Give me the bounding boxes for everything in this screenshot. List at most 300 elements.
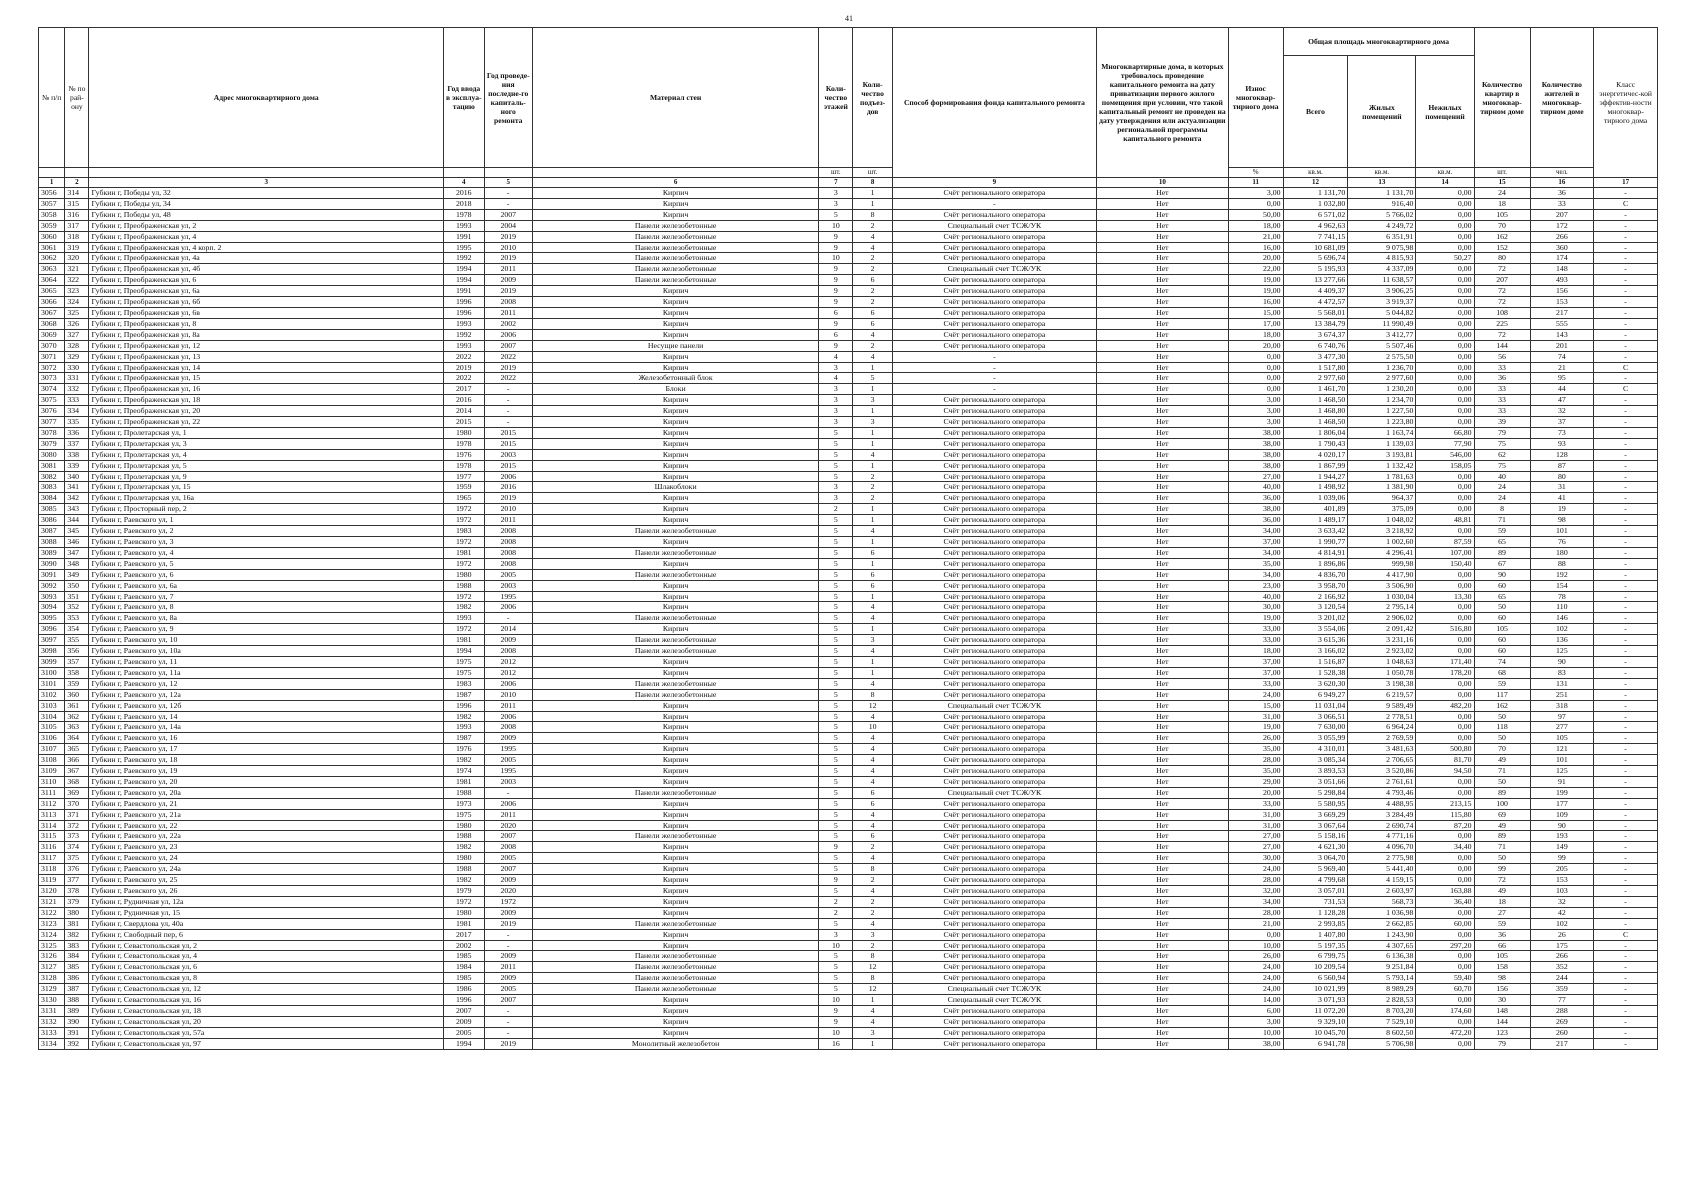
cell-wear: 0,00 — [1228, 198, 1283, 209]
table-row — [39, 417, 1658, 428]
cell-year-built: 1988 — [443, 580, 484, 591]
cell-wear: 26,00 — [1228, 733, 1283, 744]
cell-apartments: 56 — [1474, 351, 1530, 362]
cell-area-living: 2 690,74 — [1348, 820, 1416, 831]
cell-repair-required: Нет — [1097, 580, 1229, 591]
cell-entrances: 1 — [853, 558, 893, 569]
cell-address: Губкин г, Раевского ул, 22а — [89, 831, 444, 842]
cell-wall-material: Кирпич — [532, 820, 818, 831]
cell-residents: 125 — [1530, 766, 1594, 777]
cell-energy-class: - — [1594, 471, 1658, 482]
cell-last-repair-year: 2006 — [484, 329, 532, 340]
cell-last-repair-year: - — [484, 384, 532, 395]
cell-entrances: 4 — [853, 1005, 893, 1016]
cell-wall-material: Кирпич — [532, 1027, 818, 1038]
table-row — [39, 853, 1658, 864]
cell-area-total: 1 516,87 — [1283, 656, 1348, 667]
cell-area-total: 3 633,42 — [1283, 526, 1348, 537]
table-row — [39, 220, 1658, 231]
cell-floors: 5 — [819, 755, 853, 766]
cell-wear: 0,00 — [1228, 373, 1283, 384]
cell-entrances: 1 — [853, 198, 893, 209]
cell-area-living: 5 766,02 — [1348, 209, 1416, 220]
cell-district-index: 348 — [65, 558, 89, 569]
cell-district-index: 390 — [65, 1016, 89, 1027]
cell-residents: 154 — [1530, 580, 1594, 591]
cell-year-built: 1986 — [443, 984, 484, 995]
cell-year-built: 1975 — [443, 656, 484, 667]
cell-last-repair-year: 2010 — [484, 689, 532, 700]
cell-index: 3082 — [39, 471, 65, 482]
cell-index: 3075 — [39, 395, 65, 406]
cell-floors: 9 — [819, 264, 853, 275]
cell-wall-material: Панели железобетонные — [532, 787, 818, 798]
cell-apartments: 71 — [1474, 766, 1530, 777]
cell-fund-method: - — [892, 351, 1096, 362]
cell-index: 3095 — [39, 613, 65, 624]
cell-district-index: 349 — [65, 569, 89, 580]
cell-area-nonliving: 0,00 — [1416, 373, 1474, 384]
cell-last-repair-year: 2009 — [484, 973, 532, 984]
cell-fund-method: Счёт регионального оператора — [892, 471, 1096, 482]
cell-floors: 5 — [819, 591, 853, 602]
cell-index: 3078 — [39, 427, 65, 438]
cell-fund-method: Счёт регионального оператора — [892, 864, 1096, 875]
cell-year-built: 1972 — [443, 624, 484, 635]
cell-index: 3072 — [39, 362, 65, 373]
column-number: 11 — [1228, 178, 1283, 188]
cell-energy-class: - — [1594, 340, 1658, 351]
cell-repair-required: Нет — [1097, 275, 1229, 286]
cell-wall-material: Кирпич — [532, 776, 818, 787]
cell-apartments: 36 — [1474, 929, 1530, 940]
cell-floors: 10 — [819, 940, 853, 951]
cell-apartments: 162 — [1474, 700, 1530, 711]
cell-area-living: 3 218,92 — [1348, 526, 1416, 537]
cell-year-built: 2019 — [443, 362, 484, 373]
cell-entrances: 2 — [853, 907, 893, 918]
cell-year-built: 1985 — [443, 951, 484, 962]
cell-index: 3126 — [39, 951, 65, 962]
cell-entrances: 1 — [853, 427, 893, 438]
cell-index: 3124 — [39, 929, 65, 940]
cell-last-repair-year: 2019 — [484, 253, 532, 264]
table-row — [39, 1038, 1658, 1049]
cell-area-total: 3 201,02 — [1283, 613, 1348, 624]
cell-wall-material: Монолитный железобетон — [532, 1038, 818, 1049]
cell-repair-required: Нет — [1097, 1038, 1229, 1049]
cell-area-total: 4 836,70 — [1283, 569, 1348, 580]
cell-energy-class: - — [1594, 667, 1658, 678]
table-row — [39, 842, 1658, 853]
cell-area-total: 1 128,28 — [1283, 907, 1348, 918]
cell-area-living: 2 603,97 — [1348, 886, 1416, 897]
cell-index: 3102 — [39, 689, 65, 700]
cell-area-living: 1 132,42 — [1348, 460, 1416, 471]
cell-district-index: 379 — [65, 896, 89, 907]
cell-wall-material: Кирпич — [532, 591, 818, 602]
cell-repair-required: Нет — [1097, 329, 1229, 340]
cell-apartments: 75 — [1474, 438, 1530, 449]
unit-area-living: кв.м. — [1348, 168, 1416, 178]
cell-energy-class: - — [1594, 537, 1658, 548]
cell-floors: 9 — [819, 231, 853, 242]
cell-fund-method: Счёт регионального оператора — [892, 329, 1096, 340]
table-row — [39, 384, 1658, 395]
cell-apartments: 69 — [1474, 809, 1530, 820]
cell-last-repair-year: 2019 — [484, 286, 532, 297]
cell-repair-required: Нет — [1097, 907, 1229, 918]
cell-repair-required: Нет — [1097, 973, 1229, 984]
cell-area-nonliving: 0,00 — [1416, 482, 1474, 493]
cell-area-nonliving: 0,00 — [1416, 526, 1474, 537]
column-number: 8 — [853, 178, 893, 188]
cell-floors: 5 — [819, 744, 853, 755]
cell-wall-material: Кирпич — [532, 656, 818, 667]
cell-district-index: 369 — [65, 787, 89, 798]
cell-wall-material: Кирпич — [532, 406, 818, 417]
cell-area-nonliving: 0,00 — [1416, 646, 1474, 657]
cell-district-index: 324 — [65, 297, 89, 308]
cell-fund-method: Счёт регионального оператора — [892, 253, 1096, 264]
cell-index: 3087 — [39, 526, 65, 537]
cell-last-repair-year: 2016 — [484, 482, 532, 493]
cell-entrances: 1 — [853, 624, 893, 635]
cell-fund-method: Счёт регионального оператора — [892, 886, 1096, 897]
cell-area-nonliving: 472,20 — [1416, 1027, 1474, 1038]
cell-year-built: 2016 — [443, 395, 484, 406]
cell-area-living: 4 159,15 — [1348, 875, 1416, 886]
cell-repair-required: Нет — [1097, 209, 1229, 220]
cell-fund-method: Счёт регионального оператора — [892, 951, 1096, 962]
cell-area-living: 2 575,50 — [1348, 351, 1416, 362]
cell-area-nonliving: 0,00 — [1416, 907, 1474, 918]
header-wall-material: Материал стен — [532, 28, 818, 168]
cell-year-built: 1993 — [443, 613, 484, 624]
cell-area-nonliving: 115,80 — [1416, 809, 1474, 820]
cell-floors: 5 — [819, 711, 853, 722]
cell-district-index: 323 — [65, 286, 89, 297]
cell-area-living: 1 002,60 — [1348, 537, 1416, 548]
cell-apartments: 105 — [1474, 624, 1530, 635]
unit-cell — [484, 168, 532, 178]
cell-entrances: 12 — [853, 984, 893, 995]
cell-wall-material: Кирпич — [532, 438, 818, 449]
cell-entrances: 4 — [853, 351, 893, 362]
cell-energy-class: - — [1594, 1038, 1658, 1049]
cell-floors: 2 — [819, 504, 853, 515]
cell-area-total: 3 477,30 — [1283, 351, 1348, 362]
cell-apartments: 144 — [1474, 1016, 1530, 1027]
cell-residents: 31 — [1530, 482, 1594, 493]
cell-district-index: 372 — [65, 820, 89, 831]
cell-area-living: 1 131,70 — [1348, 188, 1416, 199]
cell-repair-required: Нет — [1097, 591, 1229, 602]
cell-last-repair-year: 2005 — [484, 984, 532, 995]
cell-address: Губкин г, Рудничная ул, 15 — [89, 907, 444, 918]
cell-district-index: 384 — [65, 951, 89, 962]
cell-last-repair-year: - — [484, 940, 532, 951]
cell-last-repair-year: 2009 — [484, 907, 532, 918]
cell-area-living: 999,98 — [1348, 558, 1416, 569]
cell-floors: 5 — [819, 209, 853, 220]
cell-fund-method: Счёт регионального оператора — [892, 689, 1096, 700]
cell-entrances: 1 — [853, 504, 893, 515]
cell-apartments: 118 — [1474, 722, 1530, 733]
cell-wear: 14,00 — [1228, 995, 1283, 1006]
cell-fund-method: Счёт регионального оператора — [892, 406, 1096, 417]
cell-address: Губкин г, Победы ул, 48 — [89, 209, 444, 220]
header-floors: Коли-чество этажей — [819, 28, 853, 168]
cell-area-total: 3 615,36 — [1283, 635, 1348, 646]
cell-entrances: 6 — [853, 580, 893, 591]
cell-apartments: 90 — [1474, 569, 1530, 580]
cell-apartments: 60 — [1474, 613, 1530, 624]
cell-area-living: 5 706,98 — [1348, 1038, 1416, 1049]
table-row — [39, 809, 1658, 820]
cell-wear: 16,00 — [1228, 297, 1283, 308]
table-row — [39, 460, 1658, 471]
cell-repair-required: Нет — [1097, 766, 1229, 777]
cell-last-repair-year: 2022 — [484, 351, 532, 362]
cell-address: Губкин г, Победы ул, 34 — [89, 198, 444, 209]
cell-year-built: 1976 — [443, 744, 484, 755]
cell-apartments: 60 — [1474, 635, 1530, 646]
cell-apartments: 75 — [1474, 460, 1530, 471]
cell-floors: 10 — [819, 1027, 853, 1038]
cell-repair-required: Нет — [1097, 307, 1229, 318]
cell-fund-method: Счёт регионального оператора — [892, 733, 1096, 744]
cell-area-living: 4 249,72 — [1348, 220, 1416, 231]
cell-district-index: 358 — [65, 667, 89, 678]
cell-wear: 31,00 — [1228, 809, 1283, 820]
cell-area-nonliving: 59,40 — [1416, 973, 1474, 984]
cell-year-built: 2015 — [443, 417, 484, 428]
cell-entrances: 4 — [853, 613, 893, 624]
cell-area-total: 10 209,54 — [1283, 962, 1348, 973]
cell-apartments: 30 — [1474, 995, 1530, 1006]
cell-wear: 3,00 — [1228, 417, 1283, 428]
cell-area-nonliving: 174,60 — [1416, 1005, 1474, 1016]
cell-residents: 42 — [1530, 907, 1594, 918]
cell-address: Губкин г, Раевского ул, 4 — [89, 547, 444, 558]
cell-address: Губкин г, Пролетарская ул, 15 — [89, 482, 444, 493]
cell-year-built: 1988 — [443, 864, 484, 875]
cell-entrances: 4 — [853, 809, 893, 820]
cell-repair-required: Нет — [1097, 918, 1229, 929]
cell-index: 3074 — [39, 384, 65, 395]
cell-fund-method: Счёт регионального оператора — [892, 624, 1096, 635]
cell-last-repair-year: 2006 — [484, 711, 532, 722]
cell-last-repair-year: - — [484, 1016, 532, 1027]
cell-area-living: 5 793,14 — [1348, 973, 1416, 984]
cell-apartments: 105 — [1474, 209, 1530, 220]
cell-index: 3117 — [39, 853, 65, 864]
cell-wear: 37,00 — [1228, 537, 1283, 548]
cell-area-living: 9 251,84 — [1348, 962, 1416, 973]
cell-wear: 24,00 — [1228, 984, 1283, 995]
cell-area-total: 3 064,70 — [1283, 853, 1348, 864]
cell-year-built: 1976 — [443, 449, 484, 460]
cell-energy-class: - — [1594, 624, 1658, 635]
cell-area-living: 3 231,16 — [1348, 635, 1416, 646]
cell-area-total: 4 472,57 — [1283, 297, 1348, 308]
cell-residents: 131 — [1530, 678, 1594, 689]
cell-entrances: 4 — [853, 678, 893, 689]
cell-energy-class: - — [1594, 722, 1658, 733]
cell-district-index: 353 — [65, 613, 89, 624]
cell-energy-class: - — [1594, 755, 1658, 766]
cell-area-nonliving: 0,00 — [1416, 951, 1474, 962]
cell-floors: 5 — [819, 864, 853, 875]
cell-wall-material: Кирпич — [532, 853, 818, 864]
cell-district-index: 374 — [65, 842, 89, 853]
cell-area-nonliving: 50,27 — [1416, 253, 1474, 264]
cell-repair-required: Нет — [1097, 995, 1229, 1006]
header-last-repair-year: Год проведе-ния последне-го капиталь-ного ремонта — [484, 28, 532, 168]
column-number-row — [39, 178, 1658, 188]
cell-area-total: 5 696,74 — [1283, 253, 1348, 264]
cell-energy-class: - — [1594, 864, 1658, 875]
table-row — [39, 580, 1658, 591]
cell-area-nonliving: 81,70 — [1416, 755, 1474, 766]
cell-district-index: 329 — [65, 351, 89, 362]
cell-wear: 21,00 — [1228, 231, 1283, 242]
cell-entrances: 4 — [853, 449, 893, 460]
cell-floors: 5 — [819, 853, 853, 864]
cell-index: 3069 — [39, 329, 65, 340]
cell-residents: 172 — [1530, 220, 1594, 231]
cell-index: 3089 — [39, 547, 65, 558]
cell-area-nonliving: 34,40 — [1416, 842, 1474, 853]
cell-area-living: 6 136,38 — [1348, 951, 1416, 962]
cell-year-built: 2016 — [443, 188, 484, 199]
cell-district-index: 338 — [65, 449, 89, 460]
cell-energy-class: С — [1594, 362, 1658, 373]
cell-year-built: 1972 — [443, 515, 484, 526]
cell-area-living: 4 307,65 — [1348, 940, 1416, 951]
column-number: 9 — [892, 178, 1096, 188]
cell-area-living: 9 589,49 — [1348, 700, 1416, 711]
header-entrances: Коли-чество подъез-дов — [853, 28, 893, 168]
cell-wall-material: Панели железобетонные — [532, 831, 818, 842]
cell-area-total: 2 166,92 — [1283, 591, 1348, 602]
cell-district-index: 382 — [65, 929, 89, 940]
cell-fund-method: Счёт регионального оператора — [892, 460, 1096, 471]
table-row — [39, 918, 1658, 929]
cell-residents: 143 — [1530, 329, 1594, 340]
table-row — [39, 471, 1658, 482]
table-row — [39, 297, 1658, 308]
cell-address: Губкин г, Раевского ул, 24а — [89, 864, 444, 875]
cell-area-total: 5 197,35 — [1283, 940, 1348, 951]
cell-residents: 33 — [1530, 198, 1594, 209]
cell-floors: 5 — [819, 798, 853, 809]
cell-district-index: 333 — [65, 395, 89, 406]
cell-wall-material: Кирпич — [532, 602, 818, 613]
cell-fund-method: Счёт регионального оператора — [892, 918, 1096, 929]
cell-area-nonliving: 0,00 — [1416, 831, 1474, 842]
table-row — [39, 951, 1658, 962]
cell-apartments: 27 — [1474, 907, 1530, 918]
cell-address: Губкин г, Преображенская ул, 2 — [89, 220, 444, 231]
cell-repair-required: Нет — [1097, 678, 1229, 689]
cell-address: Губкин г, Севастопольская ул, 8 — [89, 973, 444, 984]
cell-energy-class: - — [1594, 973, 1658, 984]
column-number: 17 — [1594, 178, 1658, 188]
cell-last-repair-year: 2011 — [484, 307, 532, 318]
cell-area-total: 1 468,50 — [1283, 417, 1348, 428]
cell-wear: 3,00 — [1228, 406, 1283, 417]
cell-energy-class: С — [1594, 384, 1658, 395]
cell-area-total: 5 298,84 — [1283, 787, 1348, 798]
cell-last-repair-year: 2009 — [484, 733, 532, 744]
cell-district-index: 354 — [65, 624, 89, 635]
cell-energy-class: - — [1594, 766, 1658, 777]
cell-apartments: 99 — [1474, 864, 1530, 875]
cell-repair-required: Нет — [1097, 351, 1229, 362]
cell-area-total: 6 941,78 — [1283, 1038, 1348, 1049]
cell-district-index: 392 — [65, 1038, 89, 1049]
table-row — [39, 395, 1658, 406]
cell-area-total: 1 944,27 — [1283, 471, 1348, 482]
cell-residents: 97 — [1530, 711, 1594, 722]
cell-index: 3059 — [39, 220, 65, 231]
cell-residents: 105 — [1530, 733, 1594, 744]
cell-index: 3093 — [39, 591, 65, 602]
cell-area-living: 4 793,46 — [1348, 787, 1416, 798]
cell-area-total: 1 468,80 — [1283, 406, 1348, 417]
cell-index: 3119 — [39, 875, 65, 886]
cell-address: Губкин г, Севастопольская ул, 2 — [89, 940, 444, 951]
cell-entrances: 4 — [853, 733, 893, 744]
cell-entrances: 2 — [853, 842, 893, 853]
cell-district-index: 356 — [65, 646, 89, 657]
cell-fund-method: Счёт регионального оператора — [892, 1016, 1096, 1027]
cell-area-living: 1 223,80 — [1348, 417, 1416, 428]
cell-energy-class: - — [1594, 689, 1658, 700]
cell-district-index: 391 — [65, 1027, 89, 1038]
cell-fund-method: Счёт регионального оператора — [892, 635, 1096, 646]
cell-fund-method: Счёт регионального оператора — [892, 896, 1096, 907]
cell-district-index: 378 — [65, 886, 89, 897]
cell-area-total: 6 949,27 — [1283, 689, 1348, 700]
cell-floors: 5 — [819, 787, 853, 798]
cell-energy-class: - — [1594, 787, 1658, 798]
cell-area-total: 5 158,16 — [1283, 831, 1348, 842]
cell-area-nonliving: 0,00 — [1416, 613, 1474, 624]
cell-area-nonliving: 0,00 — [1416, 384, 1474, 395]
cell-address: Губкин г, Севастопольская ул, 18 — [89, 1005, 444, 1016]
table-row — [39, 733, 1658, 744]
cell-entrances: 8 — [853, 973, 893, 984]
cell-floors: 5 — [819, 809, 853, 820]
table-row — [39, 515, 1658, 526]
cell-energy-class: - — [1594, 918, 1658, 929]
cell-fund-method: Счёт регионального оператора — [892, 907, 1096, 918]
cell-district-index: 357 — [65, 656, 89, 667]
cell-index: 3108 — [39, 755, 65, 766]
cell-residents: 110 — [1530, 602, 1594, 613]
cell-area-living: 1 227,50 — [1348, 406, 1416, 417]
cell-fund-method: Счёт регионального оператора — [892, 569, 1096, 580]
cell-floors: 5 — [819, 678, 853, 689]
cell-energy-class: - — [1594, 504, 1658, 515]
cell-area-total: 13 277,66 — [1283, 275, 1348, 286]
table-row — [39, 929, 1658, 940]
cell-apartments: 72 — [1474, 264, 1530, 275]
cell-area-living: 2 761,61 — [1348, 776, 1416, 787]
